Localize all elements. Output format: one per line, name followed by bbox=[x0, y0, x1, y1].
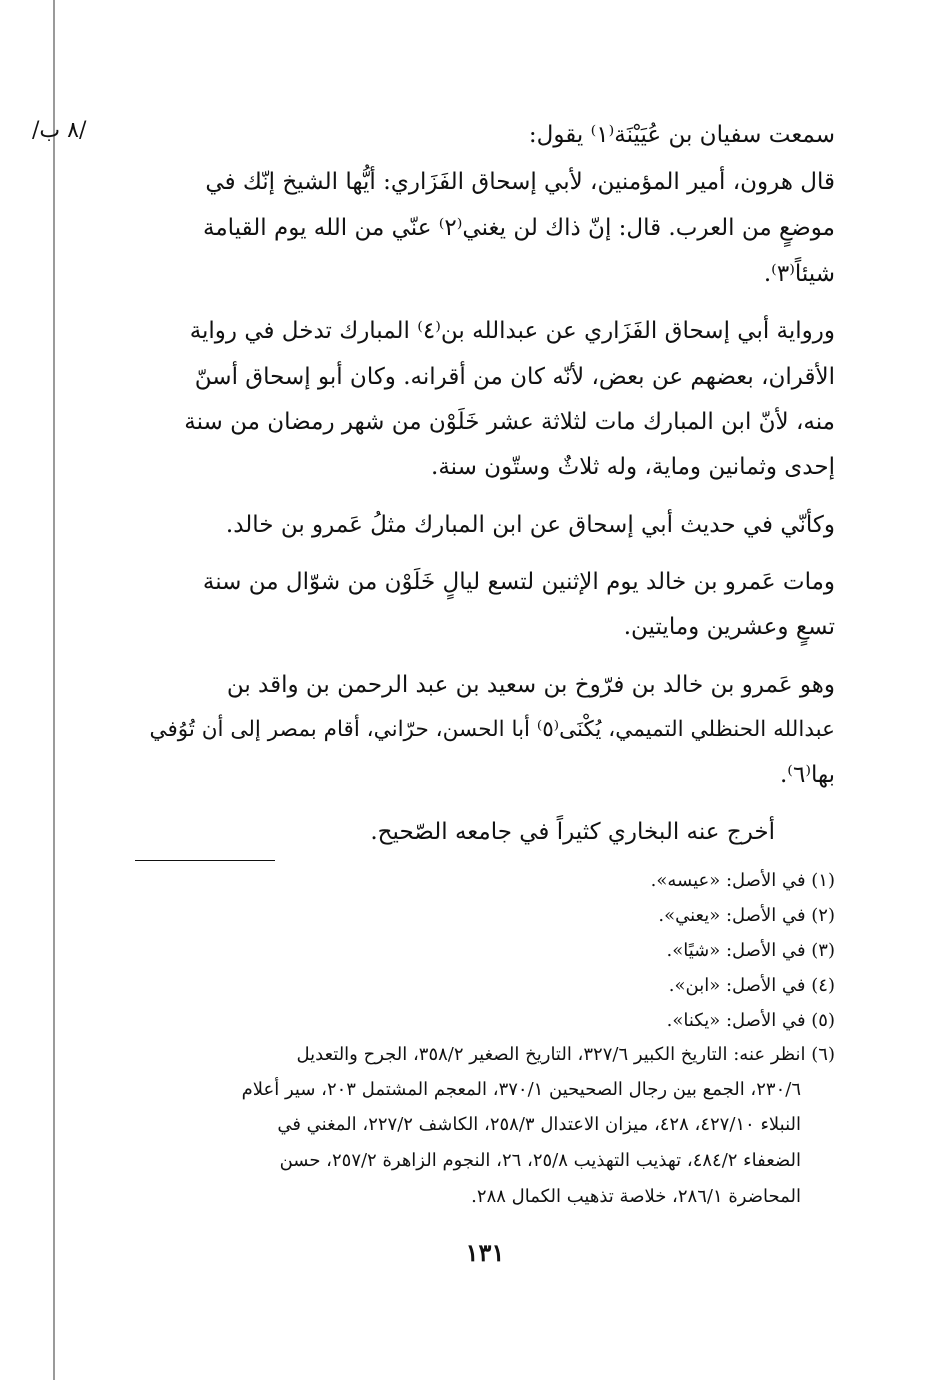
body-line: ومات عَمرو بن خالد يوم الإثنين لتسع ليالٍ خَلَوْن من شوّال من سنة bbox=[202, 569, 835, 595]
footnote-continuation: الضعفاء ٤٨٤/٢، تهذيب التهذيب ٢٥/٨، ٢٦، النجوم الزاهرة ٢٥٧/٢، حسن bbox=[279, 1150, 801, 1171]
page-number: ١٣١ bbox=[465, 1238, 505, 1267]
body-line: وهو عَمرو بن خالد بن فرّوخ بن سعيد بن عبد الرحمن بن واقد بن bbox=[226, 672, 835, 698]
footnote-separator bbox=[135, 860, 275, 861]
body-line: قال هرون، أمير المؤمنين، لأبي إسحاق الفَزَاري: أيُّها الشيخ إنّك في bbox=[205, 169, 835, 195]
footnote: (٥) في الأصل: «يكنا». bbox=[666, 1010, 835, 1031]
body-line: عبدالله الحنظلي التميمي، يُكْنَى⁽٥⁾ أبا الحسن، حرّاني، أقام بمصر إلى أن تُوُفي bbox=[149, 717, 835, 742]
body-line: ورواية أبي إسحاق الفَزَاري عن عبدالله بن⁽٤⁾ المبارك تدخل في رواية bbox=[189, 318, 835, 344]
footnote: (٦) انظر عنه: التاريخ الكبير ٣٢٧/٦، التاريخ الصغير ٣٥٨/٢، الجرح والتعديل bbox=[296, 1044, 835, 1065]
footnote: (١) في الأصل: «عيسه». bbox=[650, 870, 835, 891]
manuscript-folio-reference: /٨ ب/ bbox=[32, 118, 87, 143]
footnote: (٣) في الأصل: «شيًا». bbox=[666, 940, 835, 961]
body-line: سمعت سفيان بن عُيَيْنَة⁽١⁾ يقول: bbox=[528, 122, 835, 148]
body-line: إحدى وثمانين وماية، وله ثلاثٌ وستّون سنة. bbox=[431, 454, 835, 480]
footnote-continuation: المحاضرة ٢٨٦/١، خلاصة تذهيب الكمال ٢٨٨. bbox=[471, 1186, 801, 1207]
page-binding-line bbox=[53, 0, 55, 1380]
body-line: بها⁽٦⁾. bbox=[780, 762, 835, 788]
page-content bbox=[135, 0, 835, 1380]
footnote-continuation: ٢٣٠/٦، الجمع بين رجال الصحيحين ٣٧٠/١، المعجم المشتمل ٢٠٣، سير أعلام bbox=[241, 1079, 801, 1100]
footnote: (٢) في الأصل: «يعني». bbox=[658, 905, 835, 926]
body-line: أخرج عنه البخاري كثيراً في جامعه الصّحيح. bbox=[370, 819, 775, 845]
body-line: شيئاً⁽٣⁾. bbox=[763, 261, 835, 287]
body-line: منه، لأنّ ابن المبارك مات لثلاثة عشر خَلَوْن من شهر رمضان من سنة bbox=[184, 409, 835, 435]
body-line: وكأنّي في حديث أبي إسحاق عن ابن المبارك مثلُ عَمرو بن خالد. bbox=[225, 512, 835, 538]
body-line: موضعٍ من العرب. قال: إنّ ذاك لن يغني⁽٢⁾ عنّي من الله يوم القيامة bbox=[203, 215, 835, 241]
footnote-continuation: النبلاء ٤٢٧/١٠، ٤٢٨، ميزان الاعتدال ٢٥٨/٣، الكاشف ٢٢٧/٢، المغني في bbox=[277, 1114, 801, 1135]
body-line: تسعٍ وعشرين ومايتين. bbox=[623, 614, 835, 640]
footnote: (٤) في الأصل: «ابن». bbox=[668, 975, 835, 996]
body-line: الأقران، بعضهم عن بعض، لأنّه كان من أقرانه. وكان أبو إسحاق أسنّ bbox=[194, 364, 835, 390]
